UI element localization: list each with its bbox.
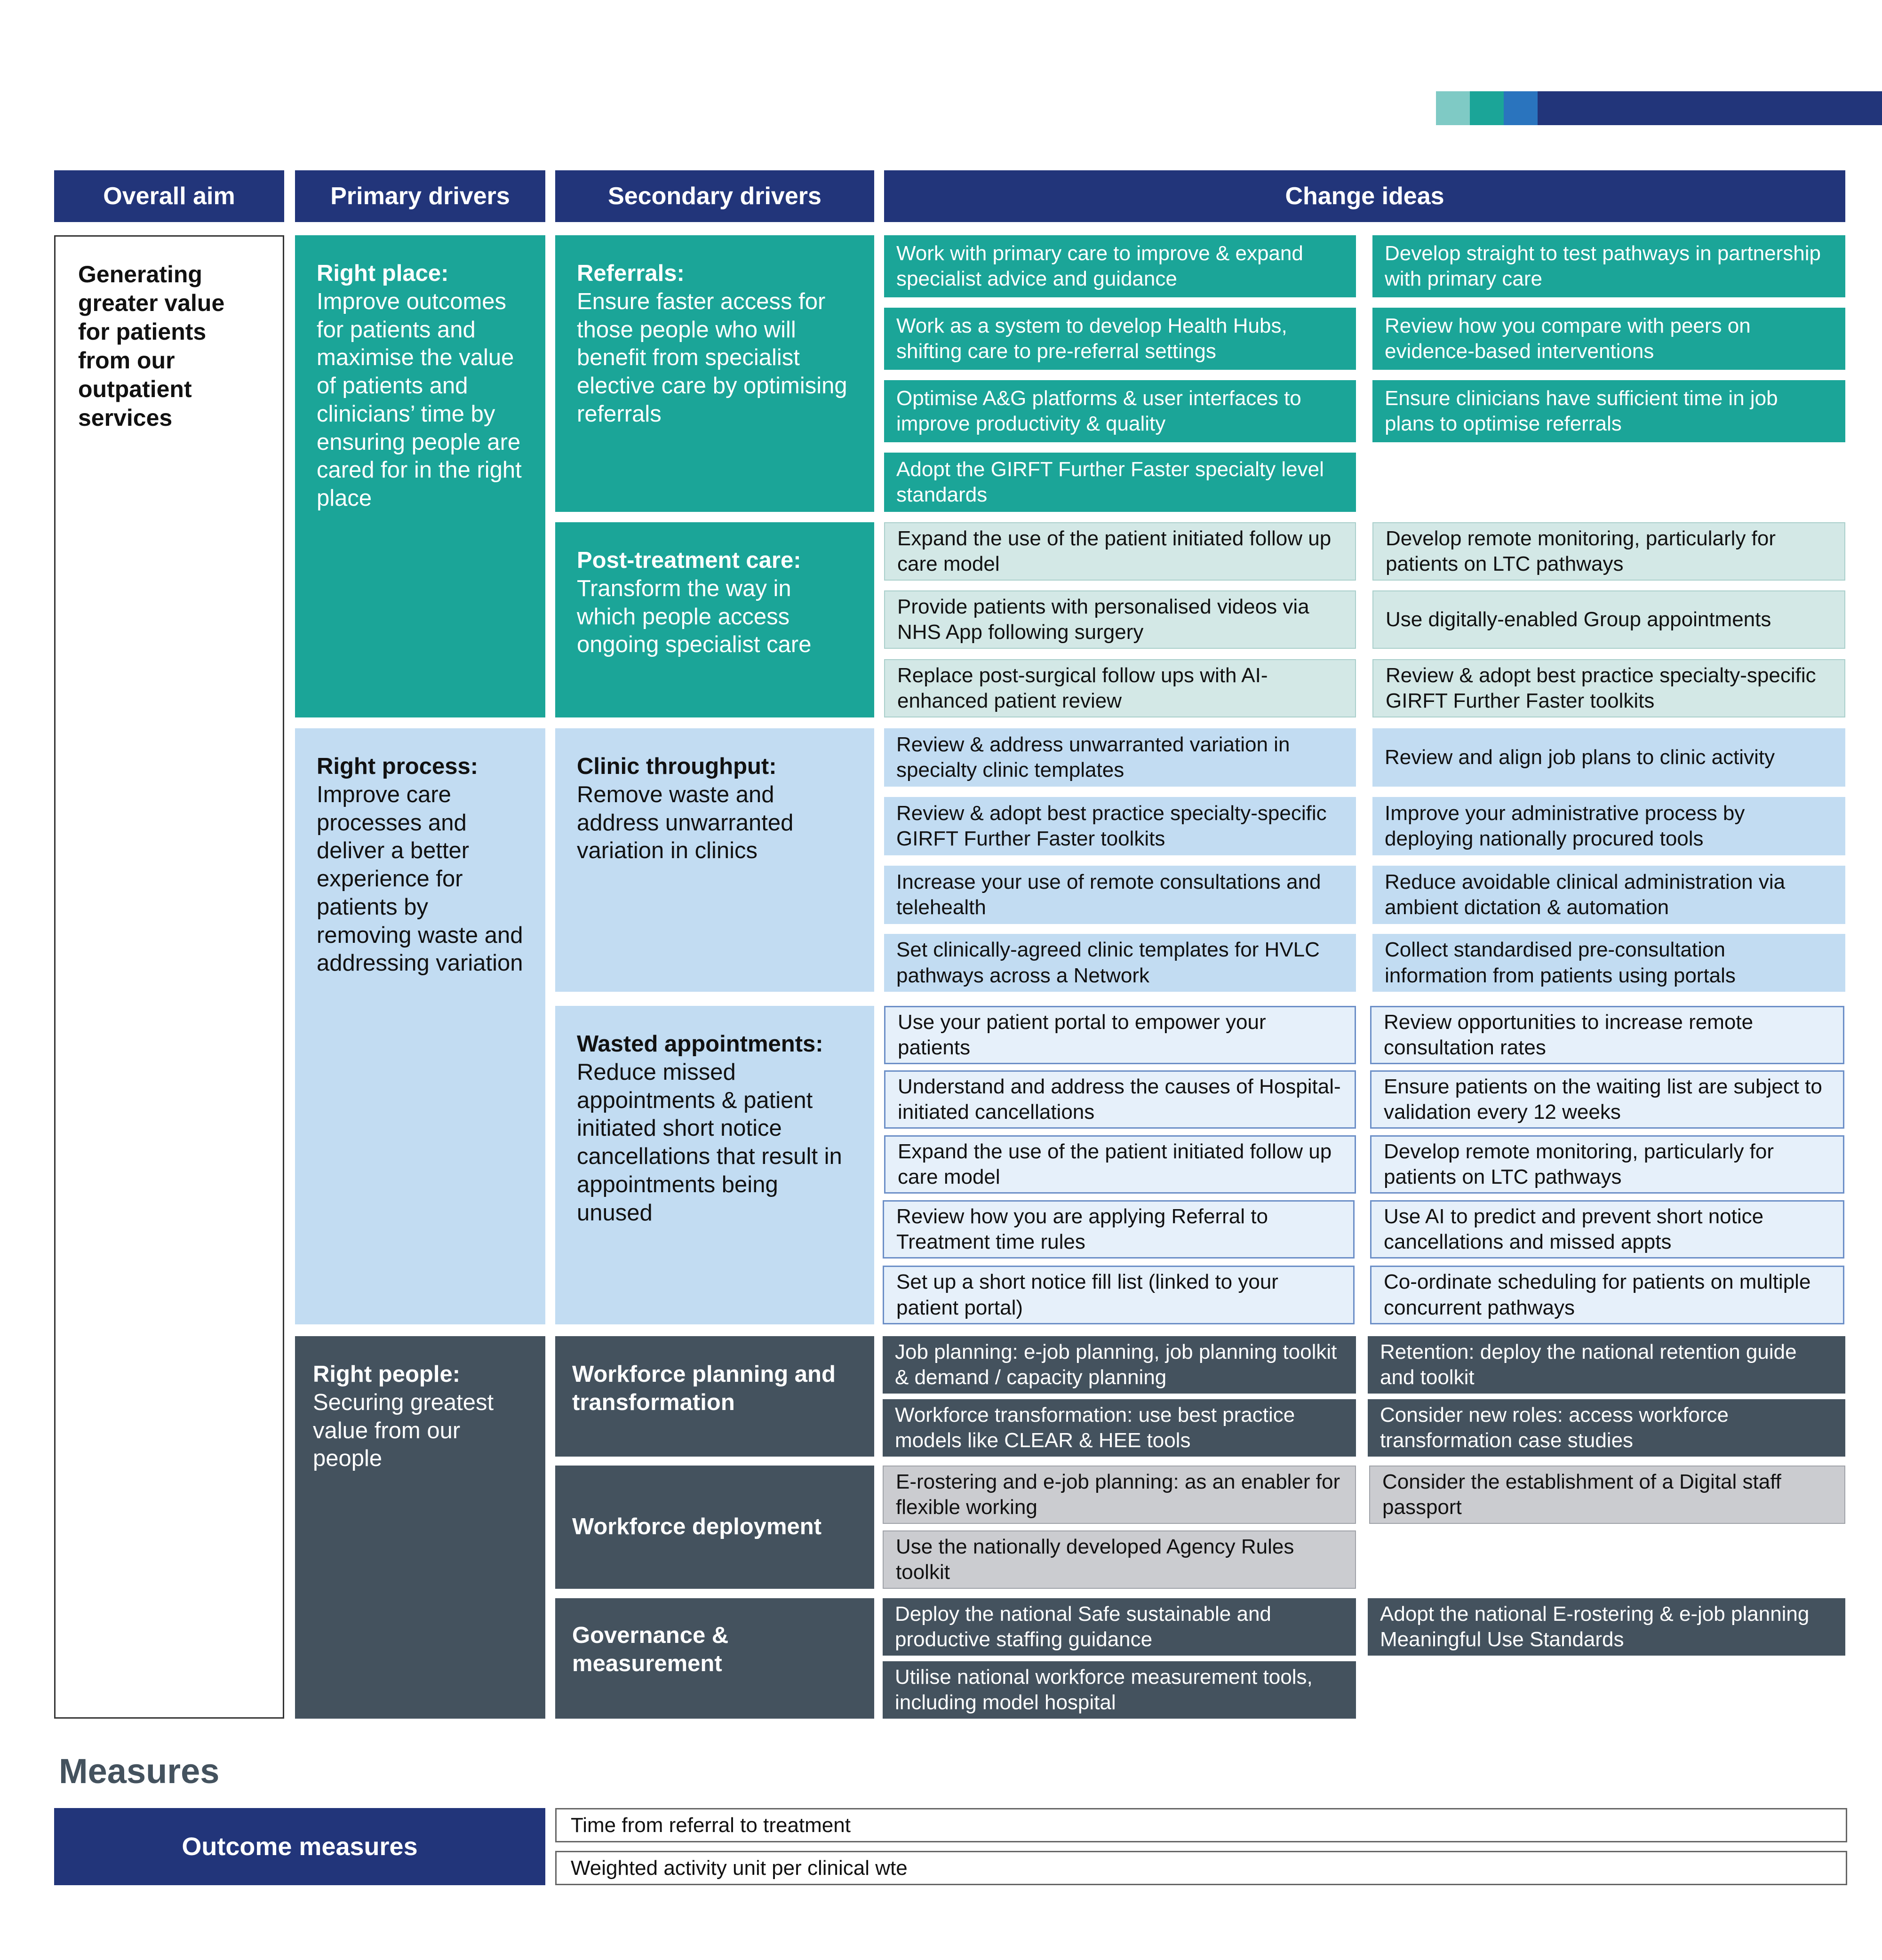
change-idea-card: Reduce avoidable clinical administration via ambient dictation & automation: [1372, 866, 1845, 924]
change-idea-card: Set clinically-agreed clinic templates for HVLC pathways across a Network: [884, 934, 1356, 992]
driver-description: Securing greatest value from our people: [313, 1389, 494, 1472]
change-idea-card: Use digitally-enabled Group appointments: [1372, 590, 1845, 649]
driver-title: Right process:: [317, 754, 478, 779]
secondary-driver-workforce-planning: [555, 1336, 874, 1457]
decor-strip-mint: [1436, 91, 1474, 125]
change-idea-card: Provide patients with personalised videos via NHS App following surgery: [884, 590, 1356, 649]
driver-title: Referrals:: [577, 261, 685, 286]
driver-title: Governance & measurement: [572, 1623, 729, 1676]
primary-driver-right-people: [295, 1336, 545, 1719]
secondary-driver-clinic-throughput: [555, 728, 874, 992]
measures-title: Measures: [59, 1752, 220, 1791]
driver-description: Improve outcomes for patients and maximise the value of patients and clinicians’ time by ensuring people are cared for in the right place: [317, 288, 522, 511]
header-change-ideas: Change ideas: [884, 170, 1845, 222]
driver-title: Clinic throughput:: [577, 754, 777, 779]
change-idea-card: Ensure patients on the waiting list are subject to validation every 12 weeks: [1370, 1070, 1844, 1129]
change-idea-card: Workforce transformation: use best practice models like CLEAR & HEE tools: [883, 1399, 1356, 1457]
change-idea-card: Develop straight to test pathways in partnership with primary care: [1372, 235, 1845, 297]
change-idea-card: Adopt the national E-rostering & e-job planning Meaningful Use Standards: [1368, 1598, 1845, 1656]
measure-item: Time from referral to treatment: [555, 1808, 1847, 1842]
change-idea-card: Review & adopt best practice specialty-specific GIRFT Further Faster toolkits: [1372, 659, 1845, 717]
driver-title: Workforce deployment: [572, 1514, 822, 1540]
change-idea-card: Use AI to predict and prevent short notice cancellations and missed appts: [1370, 1200, 1844, 1259]
secondary-driver-wasted-appointments: [555, 1006, 874, 1324]
change-idea-card: Understand and address the causes of Hospital-initiated cancellations: [884, 1070, 1356, 1129]
change-idea-card: Collect standardised pre-consultation information from patients using portals: [1372, 934, 1845, 992]
driver-title: Wasted appointments:: [577, 1031, 823, 1057]
change-idea-card: E-rostering and e-job planning: as an enabler for flexible working: [883, 1466, 1356, 1524]
change-idea-card: Improve your administrative process by deploying nationally procured tools: [1372, 797, 1845, 855]
header-overall-aim: Overall aim: [54, 170, 284, 222]
change-idea-card: Use your patient portal to empower your patients: [884, 1006, 1356, 1064]
driver-title: Right place:: [317, 261, 449, 286]
change-idea-card: Co-ordinate scheduling for patients on multiple concurrent pathways: [1370, 1266, 1844, 1324]
driver-title: Workforce planning and transformation: [572, 1362, 836, 1415]
change-idea-card: Replace post-surgical follow ups with AI-enhanced patient review: [884, 659, 1356, 717]
change-idea-card: Use the nationally developed Agency Rules toolkit: [883, 1530, 1356, 1589]
primary-driver-right-place: [295, 235, 545, 717]
driver-description: Remove waste and address unwarranted variation in clinics: [577, 781, 794, 864]
driver-description: Transform the way in which people access ongoing specialist care: [577, 575, 812, 658]
change-idea-card: Ensure clinicians have sufficient time in job plans to optimise referrals: [1372, 380, 1845, 442]
secondary-driver-workforce-deployment: [555, 1466, 874, 1589]
change-idea-card: Adopt the GIRFT Further Faster specialty level standards: [884, 453, 1356, 512]
change-idea-card: Expand the use of the patient initiated follow up care model: [884, 1135, 1356, 1194]
change-idea-card: Deploy the national Safe sustainable and productive staffing guidance: [883, 1598, 1356, 1656]
header-primary-drivers: Primary drivers: [295, 170, 545, 222]
change-idea-card: Work with primary care to improve & expand specialist advice and guidance: [884, 235, 1356, 297]
secondary-driver-governance: [555, 1598, 874, 1719]
change-idea-card: Retention: deploy the national retention guide and toolkit: [1368, 1336, 1845, 1394]
change-idea-card: Expand the use of the patient initiated follow up care model: [884, 522, 1356, 581]
decor-strip-navy: [1538, 91, 1882, 125]
change-idea-card: Increase your use of remote consultations and telehealth: [884, 866, 1356, 924]
decor-strip-blue: [1504, 91, 1541, 125]
change-idea-card: Work as a system to develop Health Hubs, shifting care to pre-referral settings: [884, 308, 1356, 370]
change-idea-card: Review & address unwarranted variation in specialty clinic templates: [884, 728, 1356, 787]
change-idea-card: Consider new roles: access workforce transformation case studies: [1368, 1399, 1845, 1457]
change-idea-card: Review & adopt best practice specialty-specific GIRFT Further Faster toolkits: [884, 797, 1356, 855]
change-idea-card: Review and align job plans to clinic activity: [1372, 728, 1845, 787]
change-idea-card: Consider the establishment of a Digital staff passport: [1369, 1466, 1845, 1524]
outcome-measures-label: Outcome measures: [54, 1808, 545, 1885]
change-idea-card: Utilise national workforce measurement tools, including model hospital: [883, 1661, 1356, 1719]
primary-driver-right-process: [295, 728, 545, 1324]
change-idea-card: Job planning: e-job planning, job planning toolkit & demand / capacity planning: [883, 1336, 1356, 1394]
measure-item: Weighted activity unit per clinical wte: [555, 1851, 1847, 1885]
secondary-driver-referrals: [555, 235, 874, 512]
change-idea-card: Develop remote monitoring, particularly for patients on LTC pathways: [1372, 522, 1845, 581]
decor-strip-teal: [1470, 91, 1507, 125]
driver-description: Improve care processes and deliver a better experience for patients by removing waste and addressing variation: [317, 781, 523, 976]
change-idea-card: Review how you are applying Referral to Treatment time rules: [883, 1200, 1355, 1259]
driver-title: Right people:: [313, 1362, 461, 1387]
header-secondary-drivers: Secondary drivers: [555, 170, 874, 222]
change-idea-card: Develop remote monitoring, particularly for patients on LTC pathways: [1370, 1135, 1844, 1194]
driver-description: Ensure faster access for those people who will benefit from specialist elective care by optimising referrals: [577, 288, 847, 427]
overall-aim-box: Generating greater value for patients from our outpatient services: [54, 235, 284, 1719]
driver-title: Post-treatment care:: [577, 548, 801, 573]
change-idea-card: Review how you compare with peers on evidence-based interventions: [1372, 308, 1845, 370]
change-idea-card: Review opportunities to increase remote consultation rates: [1370, 1006, 1844, 1064]
change-idea-card: Optimise A&G platforms & user interfaces to improve productivity & quality: [884, 380, 1356, 442]
secondary-driver-post-treatment: [555, 522, 874, 717]
driver-description: Reduce missed appointments & patient initiated short notice cancellations that result in appointments being unused: [577, 1059, 842, 1226]
change-idea-card: Set up a short notice fill list (linked to your patient portal): [883, 1266, 1355, 1324]
